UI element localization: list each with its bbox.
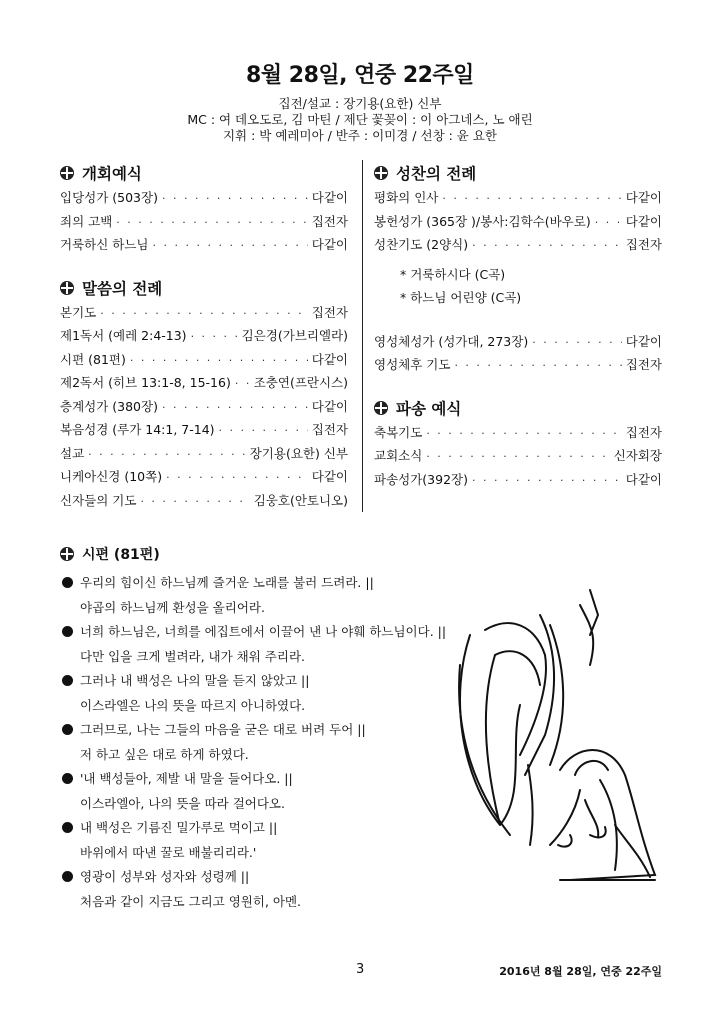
psalm-heading bbox=[60, 544, 160, 564]
program-row bbox=[60, 212, 348, 236]
program-item-label: 죄의 고백 bbox=[60, 213, 113, 229]
cross-icon bbox=[60, 166, 74, 180]
program-row bbox=[60, 467, 348, 491]
program-item-value: 다같이 bbox=[625, 333, 662, 349]
cross-icon bbox=[374, 401, 388, 415]
psalm-line bbox=[62, 840, 452, 865]
psalm-line bbox=[62, 742, 452, 767]
program-item-value: 다같이 bbox=[625, 190, 662, 205]
psalm-line bbox=[62, 889, 452, 914]
psalm-line-text: 내 백성은 기름진 밀가루로 먹이고 || bbox=[80, 820, 278, 836]
cross-icon bbox=[374, 166, 388, 180]
page-title: 8월 28일, 연중 22주일 bbox=[246, 63, 474, 88]
psalm-line-text: 그러므로, 나는 그들의 마음을 굳은 대로 버려 두어 || bbox=[80, 722, 366, 738]
opening-list bbox=[60, 188, 348, 259]
program-row bbox=[60, 303, 348, 327]
program-item-label: 성찬기도 (2양식) bbox=[374, 237, 469, 252]
section-heading-dismissal bbox=[374, 395, 662, 421]
bullet-icon bbox=[62, 871, 73, 882]
program-item-value: 김웅호(안토니오) bbox=[253, 492, 348, 508]
program-row bbox=[60, 373, 348, 397]
section-title: 성찬의 전례 bbox=[396, 165, 477, 183]
program-item-label: 축복기도 bbox=[374, 424, 423, 440]
dot-leader bbox=[130, 354, 308, 367]
psalm-title: 시편 (81편) bbox=[82, 547, 160, 563]
bullet-icon bbox=[62, 577, 73, 588]
bullet-icon bbox=[62, 822, 73, 833]
program-row bbox=[60, 491, 348, 515]
dot-leader bbox=[235, 377, 250, 390]
program-item-label: 니케아신경 (10쪽) bbox=[60, 469, 163, 484]
psalm-text bbox=[62, 570, 452, 913]
psalm-line-text: 영광이 성부와 성자와 성령께 || bbox=[80, 869, 250, 885]
program-item-value: 신자회장 bbox=[613, 448, 662, 463]
credits-line: 지휘 : 박 예레미아 / 반주 : 이미경 / 선창 : 윤 요한 bbox=[222, 128, 497, 143]
program-item-label: 평화의 인사 bbox=[374, 190, 439, 205]
psalm-line bbox=[62, 644, 452, 669]
psalm-line-text: 이스라엘은 나의 뜻을 따르지 아니하였다. bbox=[80, 697, 306, 713]
bullet-icon bbox=[62, 773, 73, 784]
dot-leader bbox=[100, 307, 308, 320]
psalm-line-text: 다만 입을 크게 벌려라, 내가 채워 주리라. bbox=[80, 648, 305, 664]
program-item-label: 영성체후 기도 bbox=[374, 357, 451, 372]
cross-icon bbox=[60, 547, 74, 561]
program-item-value: 다같이 bbox=[311, 190, 348, 205]
dot-leader bbox=[426, 450, 609, 463]
section-title: 파송 예식 bbox=[396, 399, 462, 418]
program-row bbox=[60, 444, 348, 468]
program-item-label: 봉헌성가 (365장 )/봉사:김학수(바우로) bbox=[374, 213, 591, 229]
word-list bbox=[60, 303, 348, 515]
dismissal-list bbox=[374, 423, 662, 494]
dot-leader bbox=[162, 192, 308, 205]
left-column bbox=[60, 158, 348, 514]
dot-leader bbox=[219, 424, 308, 437]
psalm-line-text: 우리의 힘이신 하느님께 즐거운 노래를 불러 드려라. || bbox=[80, 575, 374, 591]
program-row bbox=[374, 188, 662, 212]
program-row bbox=[60, 326, 348, 350]
program-row bbox=[374, 446, 662, 470]
bullet-icon bbox=[62, 675, 73, 686]
footer-date: 2016년 8월 28일, 연중 22주일 bbox=[499, 965, 662, 978]
psalm-line bbox=[62, 766, 452, 791]
program-row bbox=[60, 188, 348, 212]
psalm-line bbox=[62, 668, 452, 693]
program-item-value: 집전자 bbox=[311, 213, 348, 229]
program-row bbox=[374, 212, 662, 236]
program-item-value: 집전자 bbox=[311, 422, 348, 437]
psalm-line bbox=[62, 619, 452, 644]
section-heading-word bbox=[60, 275, 348, 301]
program-item-value: 다같이 bbox=[311, 469, 348, 484]
dot-leader bbox=[426, 427, 621, 440]
psalm-line bbox=[62, 791, 452, 816]
program-item-value: 집전자 bbox=[625, 237, 662, 252]
psalm-line bbox=[62, 693, 452, 718]
eucharist-list-2 bbox=[374, 332, 662, 379]
program-item-label: 파송성가(392장) bbox=[374, 471, 468, 487]
program-item-value: 집전자 bbox=[625, 424, 662, 440]
psalm-line bbox=[62, 717, 452, 742]
psalm-line-text: 처음과 같이 지금도 그리고 영원히, 아멘. bbox=[80, 893, 302, 909]
program-item-value: 조충연(프란시스) bbox=[253, 375, 348, 390]
column-divider bbox=[362, 160, 363, 512]
program-item-label: 교회소식 bbox=[374, 448, 423, 463]
program-item-label: 거룩하신 하느님 bbox=[60, 237, 149, 252]
dot-leader bbox=[442, 192, 621, 205]
right-column bbox=[374, 158, 662, 493]
program-item-label: 본기도 bbox=[60, 304, 97, 320]
program-row bbox=[60, 397, 348, 421]
credits-line: MC : 여 데오도로, 김 마틴 / 제단 꽃꽂이 : 이 아그네스, 노 애린 bbox=[187, 112, 533, 127]
dot-leader bbox=[454, 359, 621, 372]
psalm-line-text: 바위에서 따낸 꿀로 배불리리라.' bbox=[80, 844, 257, 860]
bullet-icon bbox=[62, 724, 73, 735]
eucharist-list bbox=[374, 188, 662, 259]
bullet-icon bbox=[62, 626, 73, 637]
psalm-line-text: 너희 하느님은, 너희를 에집트에서 이끌어 낸 나 야훼 하느님이다. || bbox=[80, 624, 447, 640]
psalm-line bbox=[62, 595, 452, 620]
sub-item: * 하느님 어린양 (C곡) bbox=[400, 290, 522, 305]
program-item-label: 시편 (81편) bbox=[60, 351, 126, 367]
program-row bbox=[60, 235, 348, 259]
program-row bbox=[60, 420, 348, 444]
program-item-label: 제1독서 (예레 2:4-13) bbox=[60, 328, 187, 343]
program-item-value: 집전자 bbox=[311, 304, 348, 320]
psalm-line-text: 야곱의 하느님께 환성을 올리어라. bbox=[80, 599, 265, 615]
program-item-value: 다같이 bbox=[625, 213, 662, 229]
psalm-line-text: '내 백성들아, 제발 내 말을 들어다오. || bbox=[80, 771, 293, 787]
program-item-label: 복음성경 (루가 14:1, 7-14) bbox=[60, 422, 215, 437]
dot-leader bbox=[191, 330, 238, 343]
program-item-value: 다같이 bbox=[311, 237, 348, 252]
dot-leader bbox=[162, 401, 308, 414]
program-item-value: 다같이 bbox=[311, 398, 348, 414]
dot-leader bbox=[88, 448, 246, 461]
program-row bbox=[374, 332, 662, 356]
program-item-label: 층계성가 (380장) bbox=[60, 398, 158, 414]
dot-leader bbox=[472, 239, 622, 252]
psalm-line bbox=[62, 815, 452, 840]
psalm-line bbox=[62, 864, 452, 889]
program-item-label: 신자들의 기도 bbox=[60, 492, 137, 508]
kneeling-figure-with-angel-illustration bbox=[440, 575, 680, 905]
program-row bbox=[60, 350, 348, 374]
psalm-line-text: 그러나 내 백성은 나의 말을 듣지 않았고 || bbox=[80, 673, 310, 689]
program-row bbox=[374, 470, 662, 494]
program-item-label: 설교 bbox=[60, 445, 85, 461]
page-number: 3 bbox=[356, 962, 365, 977]
credits-line: 집전/설교 : 장기용(요한) 신부 bbox=[278, 96, 442, 111]
program-row bbox=[374, 235, 662, 259]
program-item-label: 제2독서 (히브 13:1-8, 15-16) bbox=[60, 375, 231, 390]
psalm-line-text: 저 하고 싶은 대로 하게 하였다. bbox=[80, 746, 249, 762]
program-item-label: 입당성가 (503장) bbox=[60, 190, 158, 205]
program-item-value: 다같이 bbox=[311, 351, 348, 367]
section-heading-opening bbox=[60, 160, 348, 186]
program-row bbox=[374, 423, 662, 447]
dot-leader bbox=[166, 471, 308, 484]
program-row bbox=[374, 355, 662, 379]
program-item-value: 집전자 bbox=[625, 357, 662, 372]
program-item-value: 김은경(가브리엘라) bbox=[241, 328, 348, 343]
psalm-line bbox=[62, 570, 452, 595]
section-title: 말씀의 전례 bbox=[82, 279, 163, 298]
dot-leader bbox=[472, 474, 622, 487]
dot-leader bbox=[595, 216, 622, 229]
cross-icon bbox=[60, 281, 74, 295]
section-title: 개회예식 bbox=[82, 165, 142, 183]
psalm-line-text: 이스라엘아, 나의 뜻을 따라 걸어다오. bbox=[80, 795, 285, 811]
credits bbox=[0, 96, 720, 144]
dot-leader bbox=[532, 336, 622, 349]
dot-leader bbox=[153, 239, 308, 252]
dot-leader bbox=[140, 495, 249, 508]
section-heading-eucharist bbox=[374, 160, 662, 186]
program-item-value: 다같이 bbox=[625, 471, 662, 487]
dot-leader bbox=[116, 216, 307, 229]
program-item-label: 영성체성가 (성가대, 273장) bbox=[374, 333, 529, 349]
sub-item: * 거룩하시다 (C곡) bbox=[400, 266, 506, 282]
program-item-value: 장기용(요한) 신부 bbox=[249, 445, 348, 461]
